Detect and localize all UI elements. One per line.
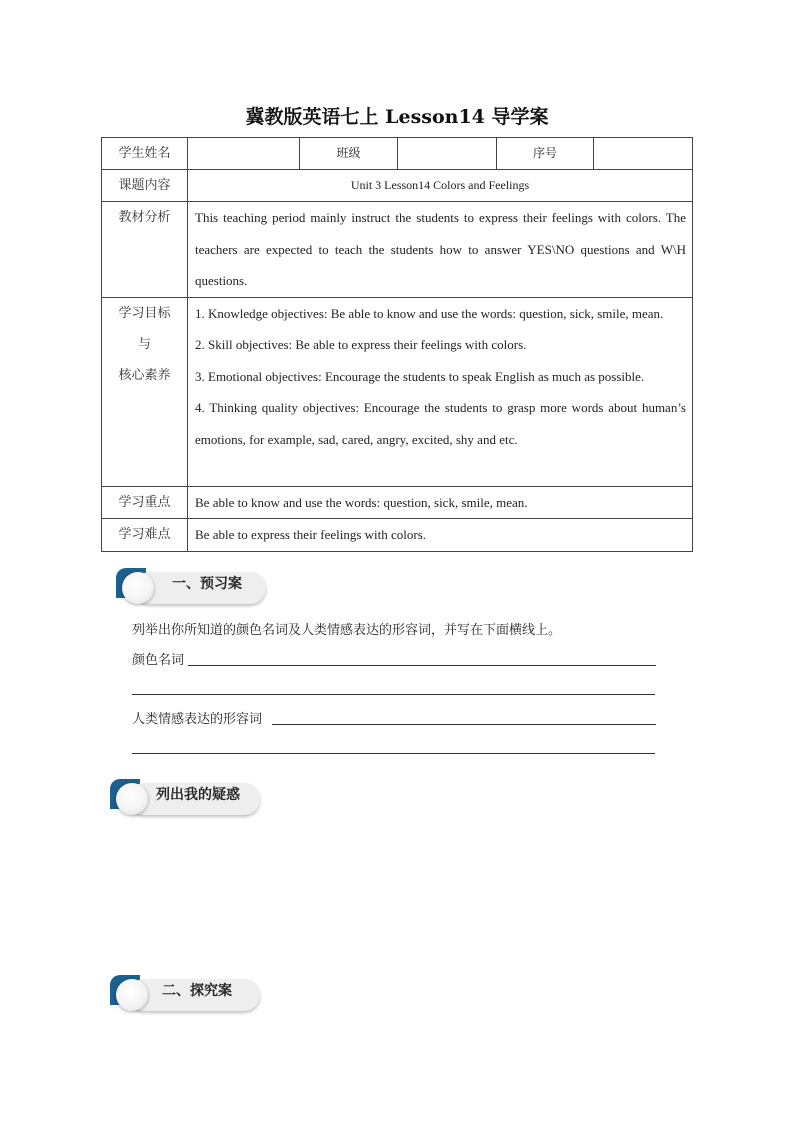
table-row (102, 202, 693, 298)
color-nouns-label: 颜色名词 (132, 653, 185, 668)
goals-label (102, 297, 188, 486)
class-field[interactable] (398, 138, 497, 170)
number-field[interactable] (594, 138, 693, 170)
section-title: 一、预习案 (172, 576, 242, 592)
analysis-value: This teaching period mainly instruct the students to express their feelings with colors. The teachers are expected to teach the students how to answer YES\NO questions and W\H questions. (188, 202, 693, 298)
goal-item: 4. Thinking quality objectives: Encourage the students to grasp more words about human’s emotions, for example, sad, cared, angry, excited, shy and etc. (195, 400, 686, 447)
difficulty-value: Be able to express their feelings with colors. (188, 519, 693, 552)
table-row (102, 486, 693, 519)
table-row (102, 519, 693, 552)
section-header-explore (110, 975, 270, 1015)
student-name-field[interactable] (188, 138, 300, 170)
analysis-label: 教材分析 (102, 202, 188, 298)
key-value: Be able to know and use the words: question, sick, smile, mean. (188, 486, 693, 519)
color-nouns-answer-line[interactable] (188, 647, 656, 666)
key-label: 学习重点 (102, 486, 188, 519)
page-title: 冀教版英语七上 Lesson14 导学案 (245, 106, 549, 128)
goals-value (188, 297, 693, 486)
number-label: 序号 (497, 138, 594, 170)
goals-label-line: 学习目标 (118, 305, 171, 321)
difficulty-label: 学习难点 (102, 519, 188, 552)
section-circle-icon (122, 572, 154, 604)
section-circle-icon (116, 783, 148, 815)
goal-item: 3. Emotional objectives: Encourage the students to speak English as much as possible. (195, 368, 645, 384)
info-table (101, 137, 693, 552)
emotion-adjectives-answer-line-2[interactable] (132, 735, 655, 754)
goal-item: 2. Skill objectives: Be able to express their feelings with colors. (195, 337, 527, 352)
table-row (102, 297, 693, 486)
section-title: 列出我的疑惑 (156, 787, 240, 803)
emotion-adjectives-label: 人类情感表达的形容词 (132, 712, 263, 727)
class-label: 班级 (300, 138, 398, 170)
section-header-preview (116, 568, 276, 608)
emotion-adjectives-answer-line[interactable] (272, 706, 656, 725)
topic-value: Unit 3 Lesson14 Colors and Feelings (188, 170, 693, 202)
section-header-questions (110, 779, 270, 819)
topic-label: 课题内容 (102, 170, 188, 202)
section-title: 二、探究案 (162, 983, 232, 999)
color-nouns-answer-line-2[interactable] (132, 676, 655, 695)
goals-label-line: 核心素养 (118, 367, 171, 383)
preview-prompt: 列举出你所知道的颜色名词及人类情感表达的形容词，并写在下面横线上。 (132, 623, 562, 638)
table-row (102, 170, 693, 202)
goal-item: 1. Knowledge objectives: Be able to know and use the words: question, sick, smile, mean. (195, 305, 664, 321)
student-name-label: 学生姓名 (102, 138, 188, 170)
table-row (102, 138, 693, 170)
goals-label-line: 与 (137, 336, 151, 352)
section-circle-icon (116, 979, 148, 1011)
